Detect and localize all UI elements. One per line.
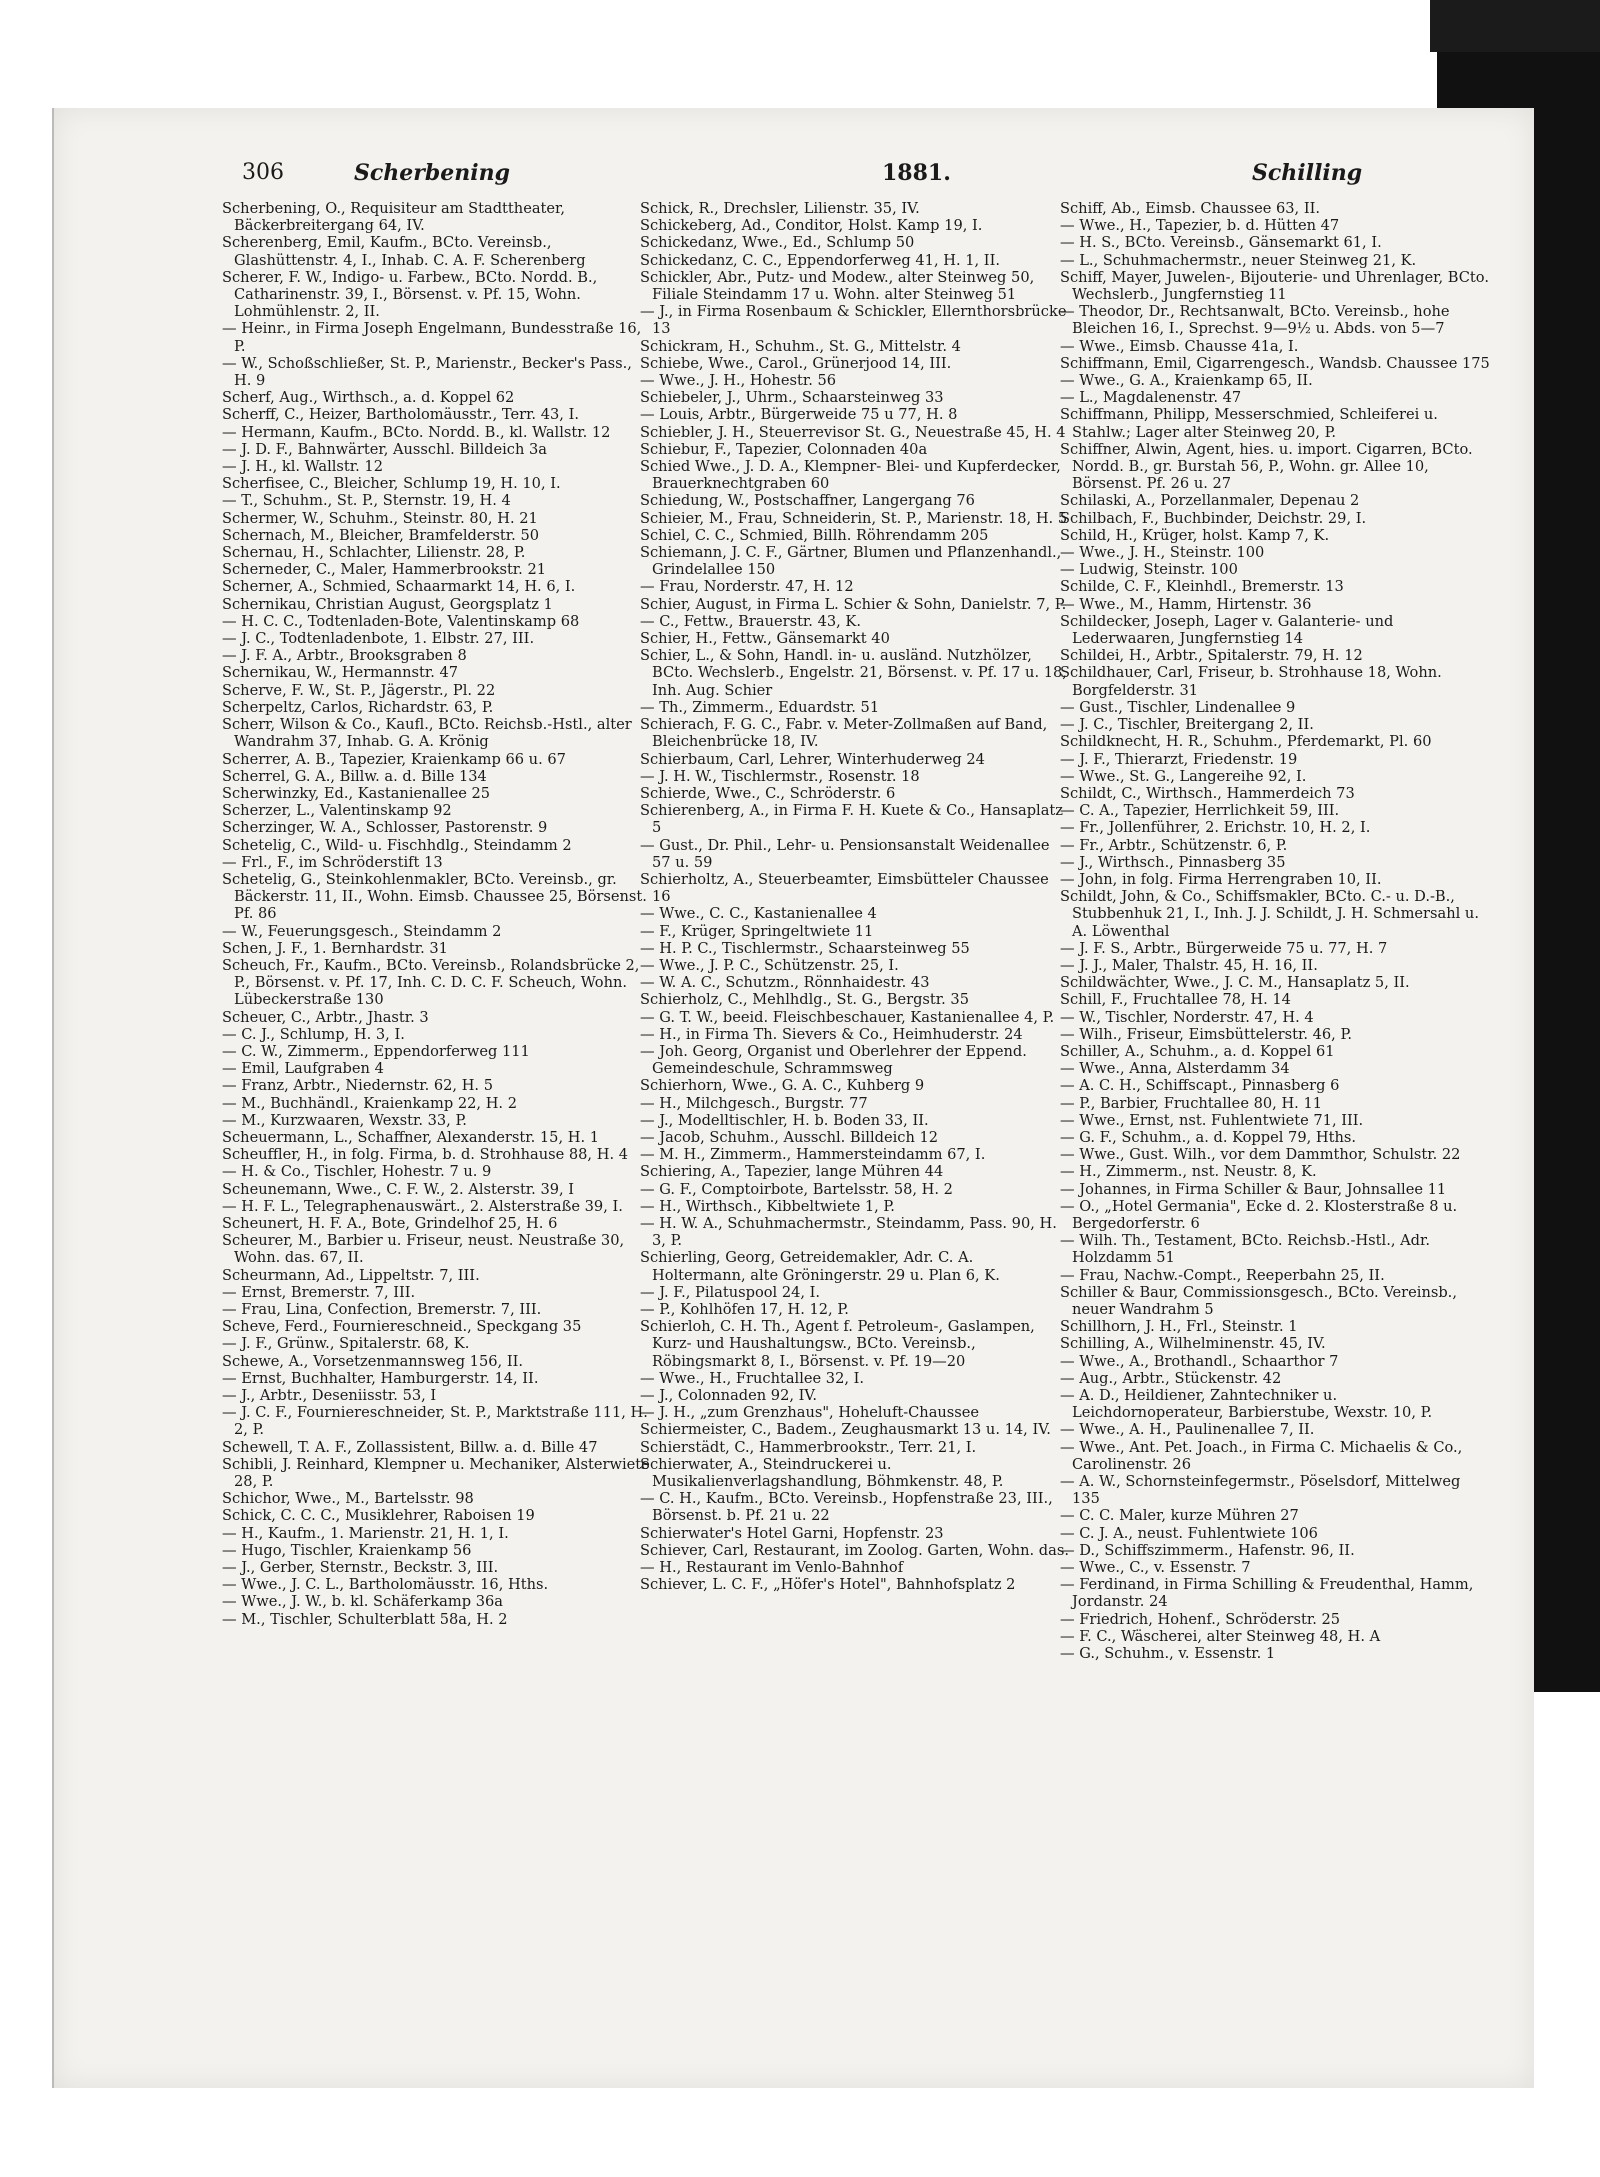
column-left [222,200,652,2080]
directory-entry: Schilbach, F., Buchbinder, Deichstr. 29, I. [1060,509,1367,527]
directory-entry: — M. H., Zimmerm., Hammersteindamm 67, I. [640,1146,986,1164]
directory-entry: — M., Buchhändl., Kraienkamp 22, H. 2 [222,1094,517,1112]
directory-entry: — H. & Co., Tischler, Hohestr. 7 u. 9 [222,1163,492,1181]
directory-entry: — J. H., „zum Grenzhaus", Hoheluft-Chaussee [640,1404,980,1422]
directory-entry: — Wwe., A., Brothandl., Schaarthor 7 [1060,1352,1339,1370]
directory-entry: — Wwe., St. G., Langereihe 92, I. [1060,767,1307,785]
directory-entry: — Jacob, Schuhm., Ausschl. Billdeich 12 [640,1128,939,1146]
directory-entry: Schilling, A., Wilhelminenstr. 45, IV. [1060,1335,1326,1353]
directory-entry: — C. W., Zimmerm., Eppendorferweg 111 [222,1042,530,1060]
header-right-catchword: Schilling [1252,160,1363,186]
directory-entry: — Wilh., Friseur, Eimsbüttelerstr. 46, P. [1060,1025,1352,1043]
directory-entry: Schildecker, Joseph, Lager v. Galanterie- und Lederwaaren, Jungfernstieg 14 [1060,612,1394,648]
directory-entry: — J., Wirthsch., Pinnasberg 35 [1060,853,1286,871]
directory-entry: — H. F. L., Telegraphenauswärt., 2. Alsterstraße 39, I. [222,1197,623,1215]
header-left-catchword: Scherbening [354,160,510,186]
directory-entry: — Wwe., Eimsb. Chausse 41a, I. [1060,337,1299,355]
directory-entry: — Frau, Norderstr. 47, H. 12 [640,578,854,596]
directory-entry: — Frl., F., im Schröderstift 13 [222,853,443,871]
directory-entry: Schied Wwe., J. D. A., Klempner- Blei- und Kupferdecker, Brauerknechtgraben 60 [640,458,1061,493]
directory-entry: — O., „Hotel Germania", Ecke d. 2. Klosterstraße 8 u. Bergedorferstr. 6 [1060,1197,1458,1232]
directory-entry: Schieier, M., Frau, Schneiderin, St. P., Marienstr. 18, H. 5 [640,509,1068,527]
directory-entry: — J. D. F., Bahnwärter, Ausschl. Billdeich 3a [222,440,548,458]
directory-entry: Scherrel, G. A., Billw. a. d. Bille 134 [222,767,487,785]
directory-entry: — G. F., Comptoirbote, Bartelsstr. 58, H. 2 [640,1180,953,1198]
directory-entry: Schildei, H., Arbtr., Spitalerstr. 79, H. 12 [1060,647,1363,665]
directory-entry: — W., Schoßschließer, St. P., Marienstr., Becker's Pass., H. 9 [222,354,632,390]
directory-entry: Schiffmann, Emil, Cigarrengesch., Wandsb. Chaussee 175 [1060,354,1490,372]
directory-entry: Schernach, M., Bleicher, Bramfelderstr. 50 [222,526,540,544]
directory-entry: — John, in folg. Firma Herrengraben 10, II. [1060,870,1382,888]
directory-entry: Schermer, W., Schuhm., Steinstr. 80, H. 21 [222,509,538,527]
directory-entry: Schewe, A., Vorsetzenmannsweg 156, II. [222,1352,523,1370]
directory-entry: — J. H. W., Tischlermstr., Rosenstr. 18 [640,767,920,785]
directory-entry: — Wwe., Ant. Pet. Joach., in Firma C. Michaelis & Co., Carolinenstr. 26 [1060,1438,1463,1473]
directory-entry: Schickeberg, Ad., Conditor, Holst. Kamp 19, I. [640,217,983,235]
directory-entry: Schiering, A., Tapezier, lange Mühren 44 [640,1163,944,1181]
directory-entry: — H. W. A., Schuhmachermstr., Steindamm, Pass. 90, H. 3, P. [640,1214,1057,1250]
directory-entry: — Wwe., J. W., b. kl. Schäferkamp 36a [222,1593,503,1611]
directory-entry: — Wwe., C. C., Kastanienallee 4 [640,905,877,923]
directory-entry: — J. F., Grünw., Spitalerstr. 68, K. [222,1335,470,1353]
directory-entry: — Wwe., Anna, Alsterdamm 34 [1060,1060,1290,1078]
directory-entry: Schierloh, C. H. Th., Agent f. Petroleum-, Gaslampen, Kurz- und Haushaltungsw., BCto. Vereinsb., Röbingsmarkt 8, I., Börsenst. v. Pf. 19—20 [640,1318,1035,1370]
directory-entry: — P., Barbier, Fruchtallee 80, H. 11 [1060,1094,1323,1112]
directory-entry: — Wwe., J. C. L., Bartholomäusstr. 16, Hths. [222,1576,549,1594]
directory-entry: — C. J. A., neust. Fuhlentwiete 106 [1060,1524,1318,1542]
directory-entry: Schildt, John, & Co., Schiffsmakler, BCto. C.- u. D.-B., Stubbenhuk 21, I., Inh. J. J. Schildt, J. H. Schmersahl u. A. Löwenthal [1060,888,1479,940]
directory-entry: Scherve, F. W., St. P., Jägerstr., Pl. 22 [222,681,496,699]
directory-entry: Schiever, Carl, Restaurant, im Zoolog. Garten, Wohn. das. [640,1541,1069,1559]
directory-entry: — J. H., kl. Wallstr. 12 [222,458,383,476]
directory-entry: Scheunemann, Wwe., C. F. W., 2. Alsterstr. 39, I [222,1180,575,1198]
directory-entry: Scherenberg, Emil, Kaufm., BCto. Vereinsb., Glashüttenstr. 4, I., Inhab. C. A. F. Scherenberg [222,234,586,269]
directory-entry: — H. P. C., Tischlermstr., Schaarsteinweg 55 [640,939,970,957]
directory-entry: — G., Schuhm., v. Essenstr. 1 [1060,1645,1276,1663]
directory-entry: — Wwe., G. A., Kraienkamp 65, II. [1060,372,1313,390]
directory-entry: Schewell, T. A. F., Zollassistent, Billw. a. d. Bille 47 [222,1438,598,1456]
directory-entry: Schier, H., Fettw., Gänsemarkt 40 [640,630,890,648]
directory-entry: — T., Schuhm., St. P., Sternstr. 19, H. 4 [222,492,511,510]
directory-entry: Schetelig, C., Wild- u. Fischhdlg., Steindamm 2 [222,836,572,854]
directory-entry: — Wwe., H., Tapezier, b. d. Hütten 47 [1060,217,1340,235]
directory-entry: Schen, J. F., 1. Bernhardstr. 31 [222,939,448,957]
directory-entry: — Johannes, in Firma Schiller & Baur, Johnsallee 11 [1060,1180,1447,1198]
directory-entry: Schill, F., Fruchtallee 78, H. 14 [1060,991,1291,1009]
directory-entry: — H., Restaurant im Venlo-Bahnhof [640,1559,904,1577]
directory-entry: — F., Krüger, Springeltwiete 11 [640,922,874,940]
directory-entry: — Joh. Georg, Organist und Oberlehrer der Eppend. Gemeindeschule, Schrammsweg [640,1042,1027,1078]
directory-entry: — Wwe., A. H., Paulinenallee 7, II. [1060,1421,1315,1439]
directory-entry: — Franz, Arbtr., Niedernstr. 62, H. 5 [222,1077,493,1095]
directory-entry: — M., Tischler, Schulterblatt 58a, H. 2 [222,1610,508,1628]
directory-entry: Scheuer, C., Arbtr., Jhastr. 3 [222,1008,429,1026]
directory-entry: Scherfisee, C., Bleicher, Schlump 19, H. 10, I. [222,475,561,493]
directory-entry: — J. C., Todtenladenbote, 1. Elbstr. 27, III. [222,630,535,648]
directory-entry: Schibli, J. Reinhard, Klempner u. Mechaniker, Alsterwiete 28, P. [222,1455,650,1491]
directory-entry: — L., Schuhmachermstr., neuer Steinweg 21, K. [1060,251,1417,269]
directory-entry: — P., Kohlhöfen 17, H. 12, P. [640,1301,849,1318]
directory-entry: Schiemann, J. C. F., Gärtner, Blumen und Pflanzenhandl., Grindelallee 150 [640,544,1062,579]
directory-entry: Schiller, A., Schuhm., a. d. Koppel 61 [1060,1042,1335,1060]
directory-entry: Schierholz, C., Mehlhdlg., St. G., Bergstr. 35 [640,991,969,1009]
directory-entry: Schiff, Mayer, Juwelen-, Bijouterie- und Uhrenlager, BCto. Wechslerb., Jungfernstieg 11 [1060,268,1489,304]
directory-entry: — H., in Firma Th. Sievers & Co., Heimhuderstr. 24 [640,1025,1023,1043]
directory-entry: — C. J., Schlump, H. 3, I. [222,1025,405,1043]
directory-entry: — H., Milchgesch., Burgstr. 77 [640,1094,868,1112]
directory-entry: Schildhauer, Carl, Friseur, b. Strohhause 18, Wohn. Borgfelderstr. 31 [1060,664,1442,699]
directory-entry: — Wwe., J. H., Hohestr. 56 [640,372,837,390]
directory-entry: — C., Fettw., Brauerstr. 43, K. [640,612,861,630]
directory-entry: — Ludwig, Steinstr. 100 [1060,561,1238,579]
directory-entry: — Heinr., in Firma Joseph Engelmann, Bundesstraße 16, P. [222,320,642,355]
directory-entry: — Gust., Dr. Phil., Lehr- u. Pensionsanstalt Weidenallee 57 u. 59 [640,836,1050,871]
page-header [172,160,1532,194]
directory-entry: Scherzinger, W. A., Schlosser, Pastorenstr. 9 [222,819,548,837]
directory-entry: Schier, L., & Sohn, Handl. in- u. ausländ. Nutzhölzer, BCto. Wechslerb., Engelstr. 21, Börsenst. v. Pf. 17 u. 18, Inh. Aug. Schier [640,647,1067,699]
directory-entry: — J. F., Pilatuspool 24, I. [640,1283,821,1301]
directory-entry: Schierwater, A., Steindruckerei u. Musikalienverlagshandlung, Böhmkenstr. 48, P. [640,1455,1004,1491]
directory-entry: — Frau, Lina, Confection, Bremerstr. 7, III. [222,1301,542,1318]
directory-entry: — Wwe., Gust. Wilh., vor dem Dammthor, Schulstr. 22 [1060,1146,1461,1164]
directory-entry: — Wwe., Ernst, nst. Fuhlentwiete 71, III. [1060,1111,1364,1129]
directory-entry: Schildwächter, Wwe., J. C. M., Hansaplatz 5, II. [1060,974,1410,992]
directory-entry: — Wwe., C., v. Essenstr. 7 [1060,1559,1251,1577]
directory-entry: — Ferdinand, in Firma Schilling & Freudenthal, Hamm, Jordanstr. 24 [1060,1576,1474,1611]
directory-entry: Scherbening, O., Requisiteur am Stadttheater, Bäckerbreitergang 64, IV. [222,200,566,235]
directory-entry: Schildt, C., Wirthsch., Hammerdeich 73 [1060,784,1355,802]
directory-entry: — J. J., Maler, Thalstr. 45, H. 16, II. [1060,956,1318,974]
directory-entry: — J., Modelltischler, H. b. Boden 33, II. [640,1111,929,1129]
directory-entry: Schiedung, W., Postschaffner, Langergang 76 [640,492,975,510]
directory-entry: Schillhorn, J. H., Frl., Steinstr. 1 [1060,1318,1298,1336]
directory-entry: — C. C. Maler, kurze Mühren 27 [1060,1507,1299,1525]
directory-entry: — J. F. S., Arbtr., Bürgerweide 75 u. 77, H. 7 [1060,939,1388,957]
directory-entry: Schierling, Georg, Getreidemakler, Adr. C. A. Holtermann, alte Gröningerstr. 29 u. Plan 6, K. [640,1249,1000,1284]
directory-entry: — Fr., Arbtr., Schützenstr. 6, P. [1060,836,1288,854]
page-number: 306 [242,160,284,185]
directory-entry: — J. F., Thierarzt, Friedenstr. 19 [1060,750,1298,768]
directory-entry: Scheunert, H. F. A., Bote, Grindelhof 25, H. 6 [222,1214,558,1232]
directory-entry: Schierhorn, Wwe., G. A. C., Kuhberg 9 [640,1077,925,1095]
directory-entry: Scherner, A., Schmied, Schaarmarkt 14, H. 6, I. [222,578,576,596]
directory-entry: — Hermann, Kaufm., BCto. Nordd. B., kl. Wallstr. 12 [222,423,611,441]
column-middle [640,200,1070,2080]
directory-entry: — D., Schiffszimmerm., Hafenstr. 96, II. [1060,1541,1355,1559]
directory-entry: Scheurer, M., Barbier u. Friseur, neust. Neustraße 30, Wohn. das. 67, II. [222,1232,625,1267]
directory-entry: Scherff, C., Heizer, Bartholomäusstr., Terr. 43, I. [222,406,579,424]
directory-entry: Scheurmann, Ad., Lippeltstr. 7, III. [222,1266,480,1284]
directory-entry: Schickram, H., Schuhm., St. G., Mittelstr. 4 [640,337,961,355]
header-year: 1881. [882,160,951,186]
directory-entry: — J. C., Tischler, Breitergang 2, II. [1060,716,1314,734]
directory-entry: Schiffner, Alwin, Agent, hies. u. import. Cigarren, BCto. Nordd. B., gr. Burstah 56, P., Wohn. gr. Allee 10, Börsenst. Pf. 26 u. 27 [1060,440,1473,493]
directory-entry: Schierach, F. G. C., Fabr. v. Meter-Zollmaßen auf Band, Bleichenbrücke 18, IV. [640,716,1048,751]
directory-entry: — F. C., Wäscherei, alter Steinweg 48, H. A [1060,1627,1381,1645]
directory-entry: Schiller & Baur, Commissionsgesch., BCto. Vereinsb., neuer Wandrahm 5 [1060,1283,1457,1318]
directory-entry: — G. F., Schuhm., a. d. Koppel 79, Hths. [1060,1128,1357,1146]
directory-entry: — H. S., BCto. Vereinsb., Gänsemarkt 61, I. [1060,234,1382,252]
directory-entry: Schiebler, J. H., Steuerrevisor St. G., Neuestraße 45, H. 4 [640,423,1066,441]
directory-entry: Schiff, Ab., Eimsb. Chaussee 63, II. [1060,200,1321,217]
directory-entry: Schernau, H., Schlachter, Lilienstr. 28, P. [222,544,526,562]
directory-entry: — A. D., Heildiener, Zahntechniker u. Leichdornoperateur, Barbierstube, Wexstr. 10, P. [1060,1387,1433,1422]
directory-entry: — C. H., Kaufm., BCto. Vereinsb., Hopfenstraße 23, III., Börsenst. b. Pf. 21 u. 22 [640,1490,1053,1525]
directory-entry: Schichor, Wwe., M., Bartelsstr. 98 [222,1490,474,1508]
directory-entry: Schierwater's Hotel Garni, Hopfenstr. 23 [640,1524,944,1542]
directory-entry: — Th., Zimmerm., Eduardstr. 51 [640,698,880,716]
directory-entry: — H. C. C., Todtenladen-Bote, Valentinskamp 68 [222,612,580,630]
directory-entry: — J., Gerber, Sternstr., Beckstr. 3, III. [222,1559,499,1577]
directory-entry: Scheuch, Fr., Kaufm., BCto. Vereinsb., Rolandsbrücke 2, P., Börsenst. v. Pf. 17, Inh. C. D. C. F. Scheuch, Wohn. Lübeckerstraße 130 [222,956,640,1009]
directory-entry: — A. W., Schornsteinfegermstr., Pöselsdorf, Mittelweg 135 [1060,1473,1461,1508]
directory-entry: Schiel, C. C., Schmied, Billh. Röhrendamm 205 [640,526,989,544]
directory-entry: — Fr., Jollenführer, 2. Erichstr. 10, H. 2, I. [1060,819,1371,837]
directory-entry: — L., Magdalenenstr. 47 [1060,389,1242,407]
directory-entry: Schierbaum, Carl, Lehrer, Winterhuderweg 24 [640,750,985,768]
directory-entry: — J., Colonnaden 92, IV. [640,1387,818,1405]
directory-entry: Schier, August, in Firma L. Schier & Sohn, Danielstr. 7, P. [640,595,1067,613]
directory-entry: — W., Feuerungsgesch., Steindamm 2 [222,922,502,940]
directory-entry: Schild, H., Krüger, holst. Kamp 7, K. [1060,526,1330,544]
directory-entry: Schickler, Abr., Putz- und Modew., alter Steinweg 50, Filiale Steindamm 17 u. Wohn. alter Steinweg 51 [640,268,1035,304]
directory-entry: Schierstädt, C., Hammerbrookstr., Terr. 21, I. [640,1438,977,1456]
directory-entry: Schiermeister, C., Badem., Zeughausmarkt 13 u. 14, IV. [640,1421,1051,1439]
directory-entry: Schickedanz, Wwe., Ed., Schlump 50 [640,234,915,252]
directory-entry: Scheuermann, L., Schaffner, Alexanderstr. 15, H. 1 [222,1128,600,1146]
directory-entry: — J., in Firma Rosenbaum & Schickler, Ellernthorsbrücke 13 [640,303,1067,338]
directory-entry: — Frau, Nachw.-Compt., Reeperbahn 25, II. [1060,1266,1385,1284]
directory-entry: — Aug., Arbtr., Stückenstr. 42 [1060,1369,1282,1387]
directory-entry: Schiebe, Wwe., Carol., Grünerjood 14, III. [640,354,952,372]
directory-entry: — Wwe., H., Fruchtallee 32, I. [640,1369,865,1387]
directory-entry: Schildknecht, H. R., Schuhm., Pferdemarkt, Pl. 60 [1060,733,1432,751]
directory-entry: — H., Wirthsch., Kibbeltwiete 1, P. [640,1197,895,1215]
directory-entry: Schickedanz, C. C., Eppendorferweg 41, H. 1, II. [640,251,1000,269]
directory-entry: — M., Kurzwaaren, Wexstr. 33, P. [222,1111,467,1129]
directory-entry: — C. A., Tapezier, Herrlichkeit 59, III. [1060,802,1340,820]
directory-entry: — W., Tischler, Norderstr. 47, H. 4 [1060,1008,1314,1026]
directory-entry: — Wwe., J. H., Steinstr. 100 [1060,544,1265,562]
directory-entry: Schick, C. C. C., Musiklehrer, Raboisen 19 [222,1507,535,1525]
directory-entry: Schernikau, W., Hermannstr. 47 [222,664,459,682]
directory-entry: — Hugo, Tischler, Kraienkamp 56 [222,1541,472,1559]
directory-entry: — Friedrich, Hohenf., Schröderstr. 25 [1060,1610,1341,1628]
directory-entry: Schetelig, G., Steinkohlenmakler, BCto. Vereinsb., gr. Bäckerstr. 11, II., Wohn. Eimsb. Chaussee 25, Börsenst. Pf. 86 [222,870,647,923]
directory-entry: Schierde, Wwe., C., Schröderstr. 6 [640,784,896,802]
directory-entry: — Theodor, Dr., Rechtsanwalt, BCto. Vereinsb., hohe Bleichen 16, I., Sprechst. 9—9½ u. Abds. von 5—7 [1060,303,1450,338]
directory-entry: Scherneder, C., Maler, Hammerbrookstr. 21 [222,561,547,579]
directory-entry: Scheve, Ferd., Fourniereschneid., Speckgang 35 [222,1318,582,1336]
directory-entry: — G. T. W., beeid. Fleischbeschauer, Kastanienallee 4, P. [640,1008,1055,1026]
directory-entry: — Louis, Arbtr., Bürgerweide 75 u 77, H. 8 [640,406,958,424]
directory-entry: — H., Zimmerm., nst. Neustr. 8, K. [1060,1163,1317,1181]
directory-entry: Scherpeltz, Carlos, Richardstr. 63, P. [222,698,494,716]
directory-entry: Scherf, Aug., Wirthsch., a. d. Koppel 62 [222,389,515,407]
directory-entry: — J., Arbtr., Deseniisstr. 53, I [222,1387,437,1405]
directory-entry: Schierholtz, A., Steuerbeamter, Eimsbütteler Chaussee 16 [640,870,1049,906]
directory-entry: Schiebeler, J., Uhrm., Schaarsteinweg 33 [640,389,944,407]
directory-entry: — J. C. F., Fourniereschneider, St. P., Marktstraße 111, H. 2, P. [222,1404,648,1439]
directory-entry: Scherzer, L., Valentinskamp 92 [222,802,452,820]
column-right [1060,200,1490,2080]
directory-entry: Scherwinzky, Ed., Kastanienallee 25 [222,784,491,802]
directory-entry: — W. A. C., Schutzm., Rönnhaidestr. 43 [640,974,930,992]
directory-entry: Schiffmann, Philipp, Messerschmied, Schleiferei u. Stahlw.; Lager alter Steinweg 20, P. [1060,406,1438,441]
directory-entry: — A. C. H., Schiffscapt., Pinnasberg 6 [1060,1077,1340,1095]
directory-entry: Schick, R., Drechsler, Lilienstr. 35, IV. [640,200,920,217]
directory-entry: Scherer, F. W., Indigo- u. Farbew., BCto. Nordd. B., Catharinenstr. 39, I., Börsenst. v. Pf. 15, Wohn. Lohmühlenstr. 2, II. [222,268,598,321]
directory-entry: Scherrer, A. B., Tapezier, Kraienkamp 66 u. 67 [222,750,566,768]
directory-entry: — Gust., Tischler, Lindenallee 9 [1060,698,1296,716]
directory-entry: Schernikau, Christian August, Georgsplatz 1 [222,595,553,613]
directory-entry: Scherr, Wilson & Co., Kaufl., BCto. Reichsb.-Hstl., alter Wandrahm 37, Inhab. G. A. Krönig [222,716,632,751]
directory-entry: — Ernst, Buchhalter, Hamburgerstr. 14, II. [222,1369,539,1387]
directory-entry: — H., Kaufm., 1. Marienstr. 21, H. 1, I. [222,1524,509,1542]
directory-entry: Schiever, L. C. F., „Höfer's Hotel", Bahnhofsplatz 2 [640,1576,1016,1594]
directory-entry: Schilaski, A., Porzellanmaler, Depenau 2 [1060,492,1360,510]
directory-entry: Schiebur, F., Tapezier, Colonnaden 40a [640,440,928,458]
directory-entry: — Wilh. Th., Testament, BCto. Reichsb.-Hstl., Adr. Holzdamm 51 [1060,1232,1431,1267]
directory-entry: Schierenberg, A., in Firma F. H. Kuete & Co., Hansaplatz 5 [640,802,1063,837]
directory-entry: — J. F. A., Arbtr., Brooksgraben 8 [222,647,467,665]
scan-edge-top [1430,0,1600,52]
directory-entry: — Wwe., M., Hamm, Hirtenstr. 36 [1060,595,1312,613]
directory-entry: — Wwe., J. P. C., Schützenstr. 25, I. [640,956,899,974]
directory-entry: — Emil, Laufgraben 4 [222,1060,384,1078]
directory-entry: Scheuffler, H., in folg. Firma, b. d. Strohhause 88, H. 4 [222,1146,629,1164]
directory-entry: — Ernst, Bremerstr. 7, III. [222,1283,416,1301]
directory-entry: Schilde, C. F., Kleinhdl., Bremerstr. 13 [1060,578,1344,596]
